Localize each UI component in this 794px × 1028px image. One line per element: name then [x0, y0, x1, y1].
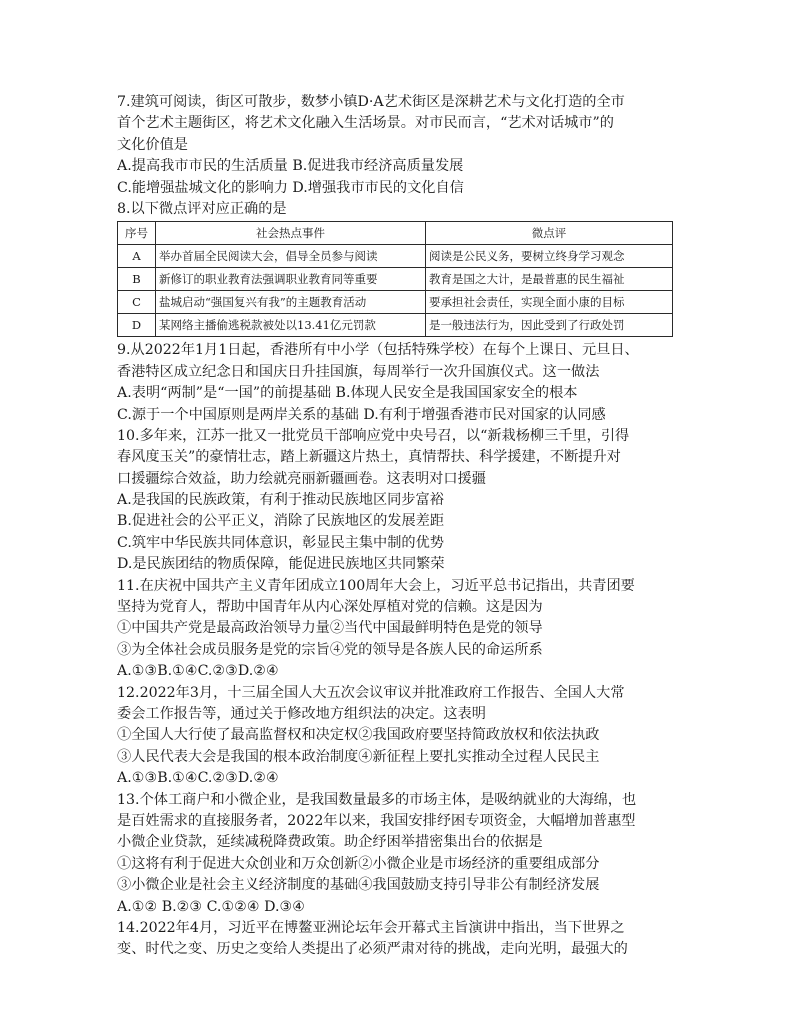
- q7-line: 文化价值是: [117, 136, 188, 153]
- q12-line: 12.2022年3月，十三届全国人大五次会议审议并批准政府工作报告、全国人大常: [117, 684, 625, 701]
- header-comment: 微点评: [426, 222, 673, 245]
- q9-options-ab: A.表明“两制”是“一国”的前提基础 B.体现人民安全是我国国家安全的根本: [117, 385, 578, 402]
- q7-line: 首个艺术主题街区，将艺术文化融入生活场景。对市民而言，“艺术对话城市”的: [117, 115, 614, 132]
- question-11: [117, 576, 677, 683]
- q13-statements: ③小微企业是社会主义经济制度的基础④我国鼓励支持引导非公有制经济发展: [117, 877, 600, 894]
- row-label: A: [118, 245, 156, 268]
- question-14: [117, 918, 677, 961]
- row-label: D: [118, 314, 156, 337]
- question-7: [117, 92, 677, 199]
- exam-content: [117, 92, 677, 961]
- q8-stem: 8.以下微点评对应正确的是: [117, 200, 287, 217]
- q13-line: 小微企业贷款，延续减税降费政策。助企纾困举措密集出台的依据是: [117, 834, 543, 851]
- q7-options-ab: A.提高我市市民的生活质量 B.促进我市经济高质量发展: [117, 158, 464, 175]
- row-comment: 教育是国之大计，是最普惠的民生福祉: [426, 268, 673, 291]
- q10-option-d: D.是民族团结的物质保障，能促进民族地区共同繁荣: [117, 556, 445, 573]
- header-number: 序号: [118, 222, 156, 245]
- q12-statements: ①全国人大行使了最高监督权和决定权②我国政府要坚持简政放权和依法执政: [117, 727, 600, 744]
- q11-statements: ③为全体社会成员服务是党的宗旨④党的领导是各族人民的命运所系: [117, 641, 543, 658]
- q14-line: 变、时代之变、历史之变给人类提出了必须严肃对待的挑战，走向光明，最强大的: [117, 941, 628, 958]
- q7-options-cd: C.能增强盐城文化的影响力 D.增强我市市民的文化自信: [117, 179, 464, 196]
- hot-events-table: [117, 221, 673, 337]
- q13-line: 是百姓需求的直接服务者，2022年以来，我国安排纾困专项资金，大幅增加普惠型: [117, 812, 636, 829]
- row-event: 盐城启动“强国复兴有我”的主题教育活动: [156, 291, 426, 314]
- table-header-row: [118, 222, 673, 245]
- row-event: 举办首届全民阅读大会，倡导全员参与阅读: [156, 245, 426, 268]
- header-event: 社会热点事件: [156, 222, 426, 245]
- q10-line: 10.多年来，江苏一批又一批党员干部响应党中央号召，以“新栽杨柳三千里，引得: [117, 427, 630, 444]
- q11-options: A.①③B.①④C.②③D.②④: [117, 663, 279, 680]
- table-row: [118, 268, 673, 291]
- row-comment: 阅读是公民义务，要树立终身学习观念: [426, 245, 673, 268]
- row-comment: 是一般违法行为，因此受到了行政处罚: [426, 314, 673, 337]
- table-row: [118, 314, 673, 337]
- row-comment: 要承担社会责任，实现全面小康的目标: [426, 291, 673, 314]
- q13-statements: ①这将有利于促进大众创业和万众创新②小微企业是市场经济的重要组成部分: [117, 855, 600, 872]
- q10-line: 春风度玉关”的豪情壮志，踏上新疆这片热土，真情帮扶、科学援建，不断提升对: [117, 449, 621, 466]
- q12-statements: ③人民代表大会是我国的根本政治制度④新征程上要扎实推动全过程人民民主: [117, 748, 600, 765]
- q10-option-a: A.是我国的民族政策，有利于推动民族地区同步富裕: [117, 492, 444, 509]
- question-10: [117, 426, 677, 576]
- q10-line: 口援疆综合效益，助力绘就亮丽新疆画卷。这表明对口援疆: [117, 470, 486, 487]
- row-event: 新修订的职业教育法强调职业教育同等重要: [156, 268, 426, 291]
- q14-line: 14.2022年4月，习近平在博鳌亚洲论坛年会开幕式主旨演讲中指出，当下世界之: [117, 919, 625, 936]
- table-row: [118, 291, 673, 314]
- q13-options: A.①② B.②③ C.①②④ D.③④: [117, 898, 305, 915]
- question-13: [117, 790, 677, 918]
- q10-option-b: B.促进社会的公平正义，消除了民族地区的发展差距: [117, 513, 445, 530]
- question-8: [117, 199, 677, 337]
- q9-options-cd: C.源于一个中国原则是两岸关系的基础 D.有利于增强香港市民对国家的认同感: [117, 406, 606, 423]
- row-event: 某网络主播偷逃税款被处以13.41亿元罚款: [156, 314, 426, 337]
- q12-line: 委会工作报告等，通过关于修改地方组织法的决定。这表明: [117, 705, 486, 722]
- question-9: [117, 340, 677, 426]
- table-row: [118, 245, 673, 268]
- q9-line: 香港特区成立纪念日和国庆日升挂国旗，每周举行一次升国旗仪式。这一做法: [117, 363, 600, 380]
- q12-options: A.①③B.①④C.②③D.②④: [117, 770, 279, 787]
- q9-line: 9.从2022年1月1日起，香港所有中小学（包括特殊学校）在每个上课日、元旦日、: [117, 342, 639, 359]
- row-label: B: [118, 268, 156, 291]
- q13-line: 13.个体工商户和小微企业，是我国数量最多的市场主体，是吸纳就业的大海绵，也: [117, 791, 637, 808]
- question-12: [117, 683, 677, 790]
- q11-statements: ①中国共产党是最高政治领导力量②当代中国最鲜明特色是党的领导: [117, 620, 543, 637]
- q11-line: 坚持为党育人，帮助中国青年从内心深处厚植对党的信赖。这是因为: [117, 599, 543, 616]
- q7-line: 7.建筑可阅读，街区可散步，数梦小镇D·A艺术街区是深耕艺术与文化打造的全市: [117, 94, 625, 110]
- row-label: C: [118, 291, 156, 314]
- q11-line: 11.在庆祝中国共产主义青年团成立100周年大会上，习近平总书记指出，共青团要: [117, 577, 635, 594]
- q10-option-c: C.筑牢中华民族共同体意识，彰显民主集中制的优势: [117, 534, 444, 551]
